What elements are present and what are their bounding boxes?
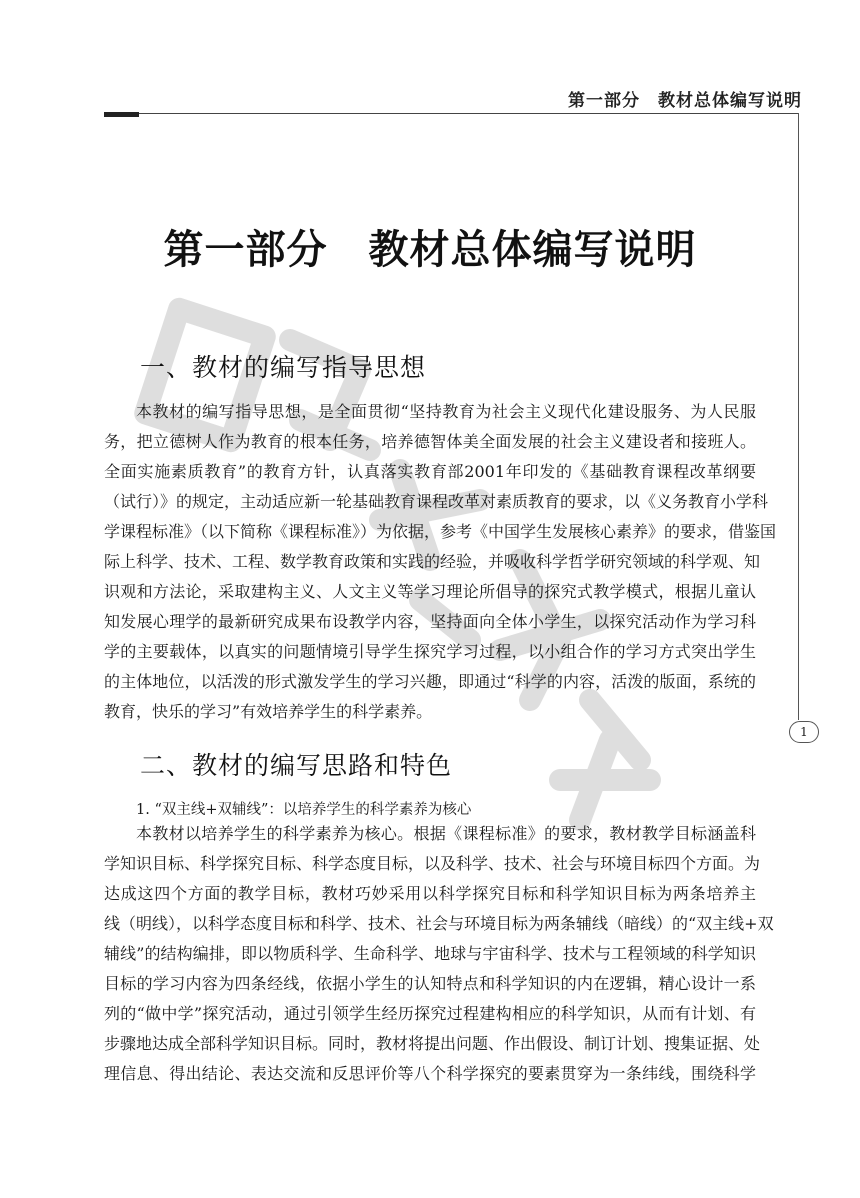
paragraph-line: 的主体地位，以活泼的形式激发学生的学习兴趣，即通过“科学的内容，活泼的版面，系统的 <box>104 672 756 691</box>
margin-rule <box>798 113 799 720</box>
header-rule-thick <box>104 112 139 117</box>
paragraph-line: 列的“做中学”探究活动，通过引领学生经历探究过程建构相应的科学知识，从而有计划、有 <box>104 1004 756 1023</box>
paragraph-line: 理信息、得出结论、表达交流和反思评价等八个科学探究的要素贯穿为一条纬线，围绕科学 <box>104 1064 756 1083</box>
running-head: 第一部分 教材总体编写说明 <box>568 91 802 111</box>
page-number: 1 <box>789 721 819 743</box>
paragraph-line: 学的主要载体，以真实的问题情境引导学生探究学习过程，以小组合作的学习方式突出学生 <box>104 642 756 661</box>
paragraph-line: 辅线”的结构编排，即以物质科学、生命科学、地球与宇宙科学、技术与工程领域的科学知识 <box>104 944 756 963</box>
subsection-heading: 1. “双主线+双辅线”：以培养学生的科学素养为核心 <box>136 802 472 818</box>
paragraph-line: 全面实施素质教育”的教育方针，认真落实教育部2001年印发的《基础教育课程改革纲要 <box>104 462 756 481</box>
page-title: 第一部分 教材总体编写说明 <box>163 227 697 273</box>
paragraph-line: 步骤地达成全部科学知识目标。同时，教材将提出问题、作出假设、制订计划、搜集证据、处 <box>104 1034 761 1053</box>
paragraph-line: 本教材以培养学生的科学素养为核心。根据《课程标准》的要求，教材教学目标涵盖科 <box>136 824 756 843</box>
paragraph-line: 学知识目标、科学探究目标、科学态度目标，以及科学、技术、社会与环境目标四个方面。为 <box>104 854 761 873</box>
paragraph-line: 知发展心理学的最新研究成果布设教学内容，坚持面向全体小学生，以探究活动作为学习科 <box>104 612 756 631</box>
paragraph-line: （试行）》的规定，主动适应新一轮基础教育课程改革对素质教育的要求，以《义务教育小学科 <box>104 492 769 511</box>
paragraph-line: 目标的学习内容为四条经线，依据小学生的认知特点和科学知识的内在逻辑，精心设计一系 <box>104 974 756 993</box>
paragraph-line: 线（明线），以科学态度目标和科学、技术、社会与环境目标为两条辅线（暗线）的“双主线+双 <box>104 914 774 933</box>
paragraph-line: 识观和方法论，采取建构主义、人文主义等学习理论所倡导的探究式教学模式，根据儿童认 <box>104 582 756 601</box>
header-rule <box>139 113 799 114</box>
paragraph-line: 际上科学、技术、工程、数学教育政策和实践的经验，并吸收科学哲学研究领域的科学观、知 <box>104 552 761 571</box>
paragraph-line: 教育，快乐的学习”有效培养学生的科学素养。 <box>104 702 433 721</box>
section-heading-1: 一、教材的编写指导思想 <box>140 353 427 382</box>
paragraph-line: 达成这四个方面的教学目标，教材巧妙采用以科学探究目标和科学知识目标为两条培养主 <box>104 884 756 903</box>
paragraph-line: 本教材的编写指导思想，是全面贯彻“坚持教育为社会主义现代化建设服务、为人民服 <box>136 402 756 421</box>
section-heading-2: 二、教材的编写思路和特色 <box>140 751 453 780</box>
paragraph-line: 务，把立德树人作为教育的根本任务，培养德智体美全面发展的社会主义建设者和接班人。 <box>104 432 756 451</box>
paragraph-line: 学课程标准》（以下简称《课程标准》）为依据，参考《中国学生发展核心素养》的要求，借鉴国 <box>104 522 777 541</box>
